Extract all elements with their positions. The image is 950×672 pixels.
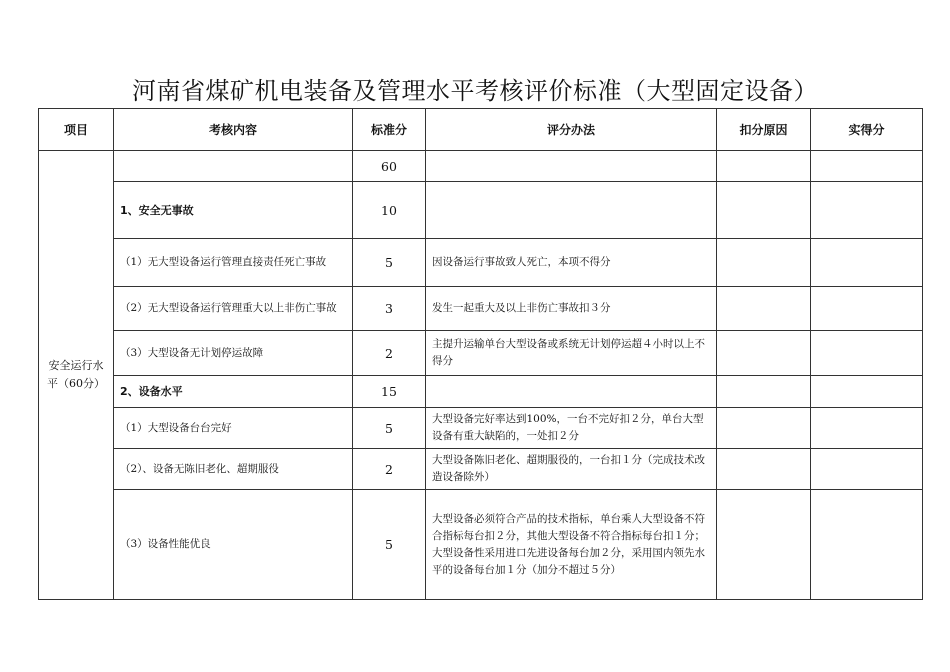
header-score: 标准分 [353, 109, 426, 151]
actual-score-cell[interactable] [811, 287, 923, 331]
method-cell [426, 151, 717, 182]
method-cell [426, 182, 717, 239]
table-row [39, 239, 923, 287]
section-cell: 1、安全无事故 [114, 182, 353, 239]
deduction-cell[interactable] [717, 182, 811, 239]
header-row [39, 109, 923, 151]
table-row [39, 331, 923, 376]
actual-score-cell[interactable] [811, 408, 923, 449]
deduction-cell[interactable] [717, 151, 811, 182]
deduction-cell[interactable] [717, 287, 811, 331]
evaluation-table [38, 108, 923, 600]
method-cell: 发生一起重大及以上非伤亡事故扣３分 [426, 287, 717, 331]
method-cell [426, 376, 717, 408]
actual-score-cell[interactable] [811, 239, 923, 287]
score-cell: 3 [353, 287, 426, 331]
table-row [39, 287, 923, 331]
score-cell: 5 [353, 490, 426, 600]
content-cell: （3）设备性能优良 [114, 490, 353, 600]
content-cell: （3）大型设备无计划停运故障 [114, 331, 353, 376]
page-title: 河南省煤矿机电装备及管理水平考核评价标准（大型固定设备） [132, 77, 818, 105]
table-row [39, 376, 923, 408]
actual-score-cell[interactable] [811, 376, 923, 408]
content-cell: （1）无大型设备运行管理直接责任死亡事故 [114, 239, 353, 287]
project-cell: 安全运行水平（60分） [39, 151, 114, 600]
table-row [39, 490, 923, 600]
score-cell: 5 [353, 239, 426, 287]
deduction-cell[interactable] [717, 408, 811, 449]
section-cell: 2、设备水平 [114, 376, 353, 408]
actual-score-cell[interactable] [811, 331, 923, 376]
score-cell: 10 [353, 182, 426, 239]
header-content: 考核内容 [114, 109, 353, 151]
actual-score-cell[interactable] [811, 151, 923, 182]
content-cell: （2）无大型设备运行管理重大以上非伤亡事故 [114, 287, 353, 331]
method-cell: 因设备运行事故致人死亡，本项不得分 [426, 239, 717, 287]
deduction-cell[interactable] [717, 449, 811, 490]
score-cell: 15 [353, 376, 426, 408]
score-cell: 5 [353, 408, 426, 449]
actual-score-cell[interactable] [811, 182, 923, 239]
deduction-cell[interactable] [717, 376, 811, 408]
content-cell: （2）、设备无陈旧老化、超期服役 [114, 449, 353, 490]
actual-score-cell[interactable] [811, 449, 923, 490]
header-actual: 实得分 [811, 109, 923, 151]
deduction-cell[interactable] [717, 331, 811, 376]
method-cell: 大型设备陈旧老化、超期服役的，一台扣１分（完成技术改造设备除外） [426, 449, 717, 490]
header-project: 项目 [39, 109, 114, 151]
header-method: 评分办法 [426, 109, 717, 151]
deduction-cell[interactable] [717, 490, 811, 600]
table-row [39, 151, 923, 182]
method-cell: 大型设备必须符合产品的技术指标，单台乘人大型设备不符合指标每台扣２分，其他大型设备不符合指标每台扣１分；大型设备性采用进口先进设备每台加２分，采用国内领先水平的设备每台加１分（加分不超过５分） [426, 490, 717, 600]
method-cell: 主提升运输单台大型设备或系统无计划停运超４小时以上不得分 [426, 331, 717, 376]
content-cell [114, 151, 353, 182]
actual-score-cell[interactable] [811, 490, 923, 600]
header-deduction: 扣分原因 [717, 109, 811, 151]
deduction-cell[interactable] [717, 239, 811, 287]
table-row [39, 408, 923, 449]
content-cell: （1）大型设备台台完好 [114, 408, 353, 449]
score-cell: 2 [353, 449, 426, 490]
score-cell: 2 [353, 331, 426, 376]
table-row [39, 449, 923, 490]
method-cell: 大型设备完好率达到100%，一台不完好扣２分，单台大型设备有重大缺陷的，一处扣２分 [426, 408, 717, 449]
score-cell: 60 [353, 151, 426, 182]
table-row [39, 182, 923, 239]
